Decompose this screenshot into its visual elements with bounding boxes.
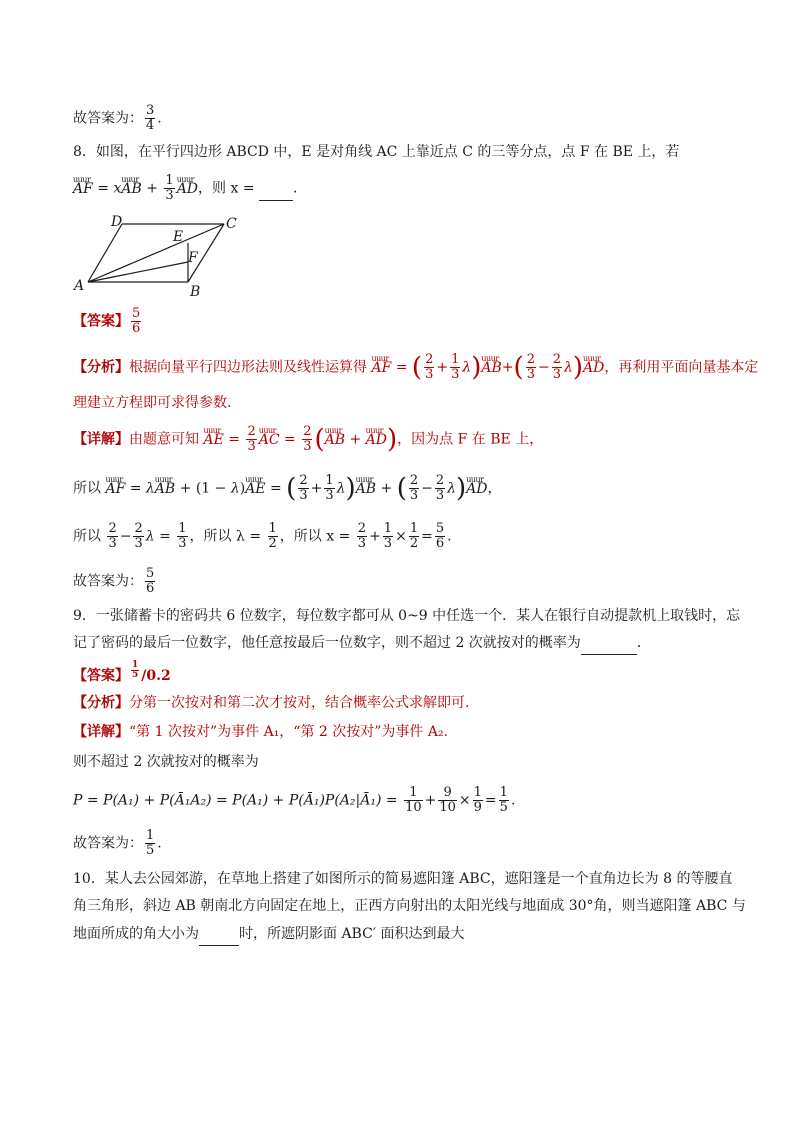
q9-detail: 【详解】“第 1 次按对”为事件 A₁，“第 2 次按对”为事件 A₂. [73, 724, 449, 740]
diagonal-ac [88, 224, 224, 282]
q9-stem-line2: 记了密码的最后一位数字，他任意按最后一位数字，则不超过 2 次就按对的概率为 ． [73, 632, 651, 655]
label-d: D [111, 214, 123, 230]
fraction: $\frac{5}{6}$ [146, 566, 155, 596]
fraction: $\frac{5}{6}$ [132, 306, 141, 336]
edge-da [88, 224, 122, 282]
q8-final-answer: 故答案为： $\frac{5}{6}$ [73, 566, 155, 596]
q9-answer: 【答案】 $\frac{1}{5}$ /0.2 [73, 660, 171, 684]
q9-analysis: 【分析】分第一次按对和第二次才按对，结合概率公式求解即可. [73, 695, 470, 711]
answer-tag: 【答案】 [73, 668, 129, 684]
q8-detail-step2: 所以 $\frac{2}{3}$ − $\frac{2}{3}$ λ = $\frac{1}{3}$ ，所以 λ = $\frac{1}{2}$ ，所以 x = $\frac{2}{3}$ + $\frac{1}{3}$ × $\frac{1}{2}$ = $\frac{5}{6}$ . [73, 521, 452, 551]
q9-formula: P = P(A₁) + P(Ā₁A₂) = P(A₁) + P(Ā₁)P(A₂|Ā₁) = $\frac{1}{10}$ + $\frac{9}{10}$ × $\frac{1}{9}$ = $\frac{1}{5}$ . [73, 785, 516, 815]
q8-stem-line1: 8．如图，在平行四边形 ABCD 中，E 是对角线 AC 上靠近点 C 的三等分点，点 F 在 BE 上，若 [73, 144, 680, 160]
q10-stem-line1: 10．某人去公园郊游，在草地上搭建了如图所示的简易遮阳篷 ABC，遮阳篷是一个直角边长为 8 的等腰直 [73, 871, 733, 887]
vector-af: uuur AF [73, 178, 93, 200]
segment-af [88, 262, 188, 282]
fraction: $\frac{1}{3}$ [165, 173, 174, 203]
answer-blank [259, 178, 293, 201]
analysis-tag: 【分析】 [73, 695, 129, 711]
q10-stem-line2: 角三角形，斜边 AB 朝南北方向固定在地上，正西方向射出的太阳光线与地面成 30°角，则当遮阳篷 ABC 与 [73, 898, 746, 914]
label-e: E [173, 229, 184, 245]
q8-detail-step1: 所以 uuur AF = λuuur AB + (1 − λ)uuur AE = ( $\frac{2}{3}$ + $\frac{1}{3}$ λ)uuur AB + ( $\frac{2}{3}$ − $\frac{2}{3}$ λ)uuur AD， [73, 474, 502, 503]
q8-answer [73, 307, 143, 336]
q8-detail: 【详解】由题意可知 uuur AE = $\frac{2}{3}$ uuur AC = $\frac{2}{3}$ (uuur AB + uuur AD)，因为点 F 在 BE 上， [73, 425, 543, 454]
answer-tag: 【答案】 [73, 313, 129, 330]
fraction: $\frac{1}{5}$ [146, 828, 155, 858]
q9-final-answer: 故答案为： $\frac{1}{5}$ . [73, 828, 162, 858]
answer-label: 故答案为： [73, 110, 143, 127]
answer-blank [581, 632, 637, 655]
answer-line-prev: 故答案为： $\frac{3}{4}$ . [73, 103, 162, 133]
label-c: C [226, 216, 237, 232]
q8-analysis-line2: 理建立方程即可求得参数. [73, 395, 232, 411]
answer-blank [199, 923, 239, 946]
vector-ab: uuur AB [121, 178, 141, 200]
q9-stem-line1: 9．一张储蓄卡的密码共 6 位数字，每位数字都可从 0~9 中任选一个．某人在银行自动提款机上取钱时，忘 [73, 608, 741, 624]
fraction: $\frac{3}{4}$ [146, 103, 155, 133]
label-b: B [190, 284, 201, 300]
label-a: A [74, 278, 85, 294]
label-f: F [188, 250, 198, 266]
q9-prob-line: 则不超过 2 次就按对的概率为 [73, 754, 259, 770]
analysis-tag: 【分析】 [73, 359, 129, 376]
detail-tag: 【详解】 [73, 431, 129, 448]
q8-analysis: 【分析】根据向量平行四边形法则及线性运算得 uuur AF = ( $\frac{2}{3}$ + $\frac{1}{3}$ λ)uuur AB+( $\frac{2}{3}$ − $\frac{2}{3}$ λ)uuur AD，再利用平面向量基本定 [73, 353, 758, 382]
vector-ad: uuur AD [177, 178, 198, 200]
fraction: $\frac{1}{5}$ [132, 660, 139, 680]
q8-stem-equation: uuur AF = xuuur AB + $\frac{1}{3}$ uuur AD，则 x = . [73, 174, 297, 203]
q10-stem-line3: 地面所成的角大小为 时，所遮阴影面 ABC′ 面积达到最大 [73, 923, 464, 946]
parallelogram-figure [70, 210, 250, 300]
detail-tag: 【详解】 [73, 724, 129, 740]
